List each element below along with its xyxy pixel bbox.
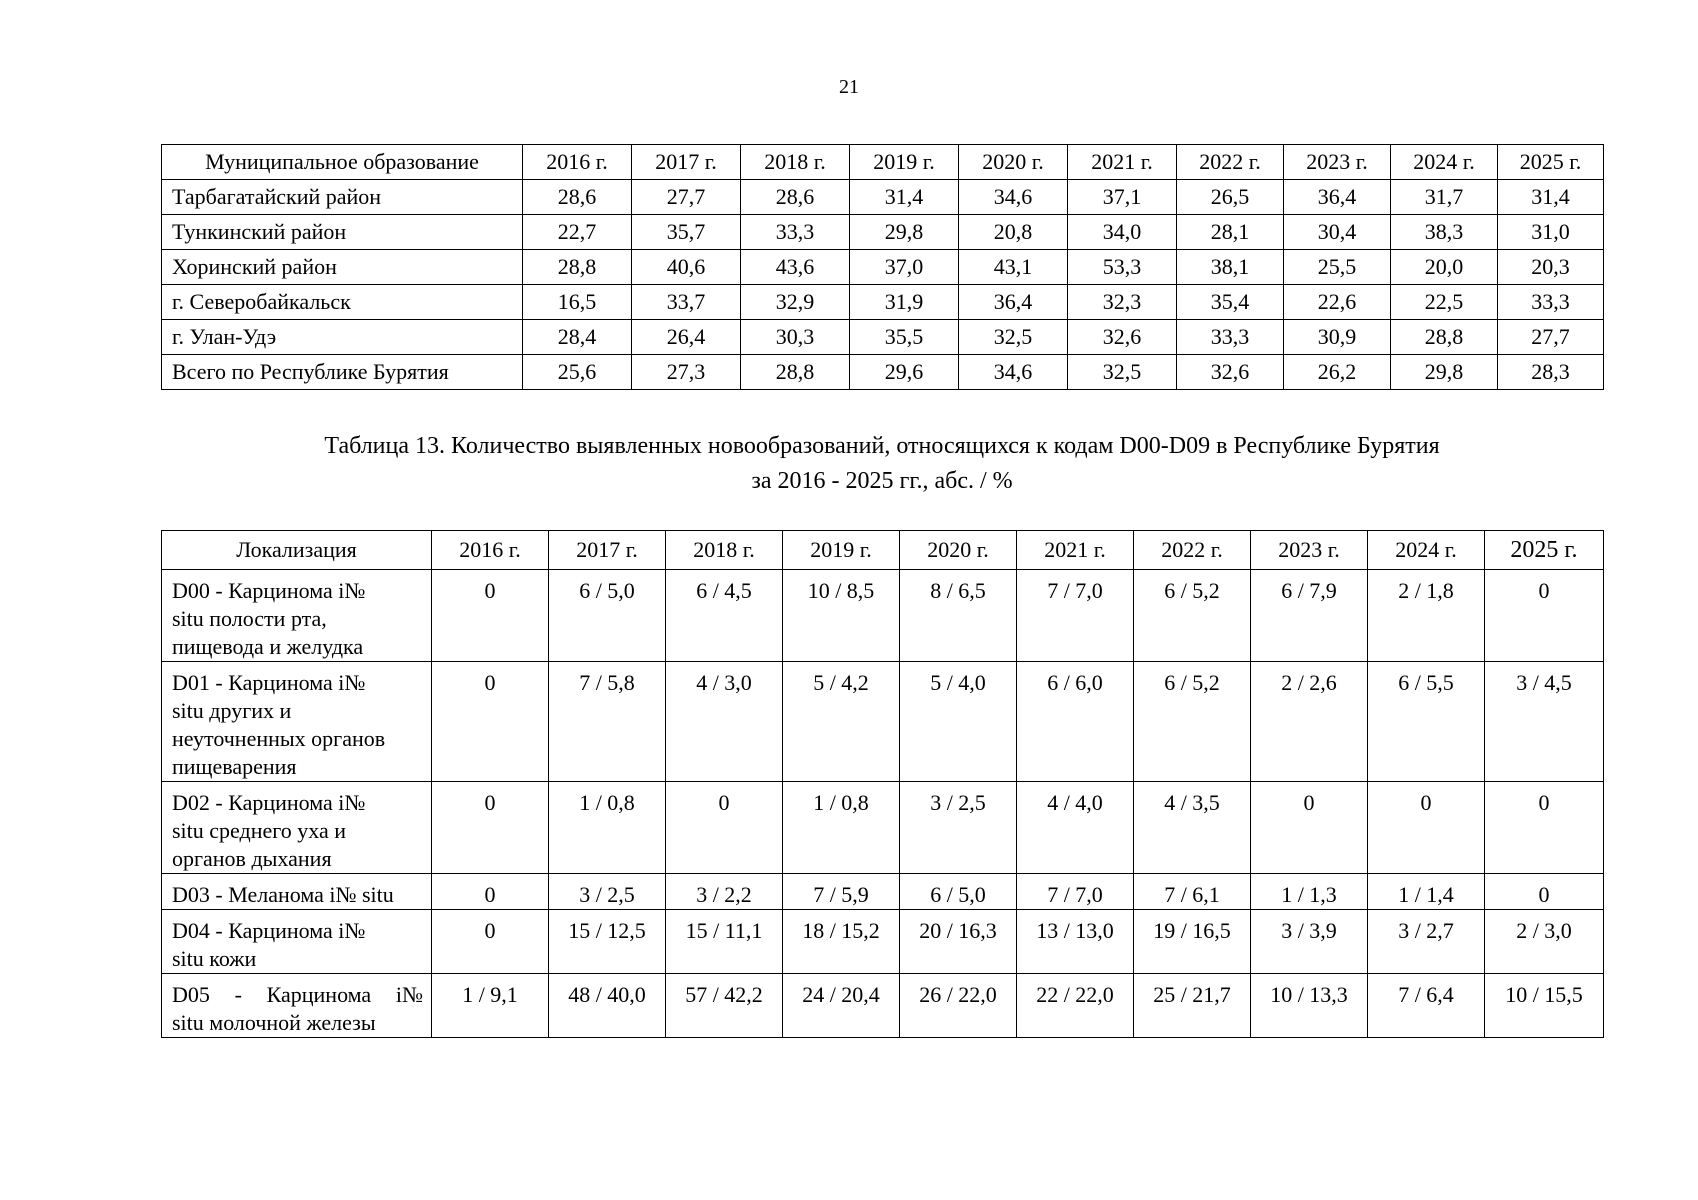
table-cell: 5 / 4,2 bbox=[783, 662, 900, 782]
table-cell: 1 / 1,3 bbox=[1251, 874, 1368, 910]
table-cell: 22,6 bbox=[1284, 285, 1391, 320]
table-cell: 30,3 bbox=[741, 320, 850, 355]
table-row bbox=[162, 874, 1604, 910]
table-cell: 26,4 bbox=[632, 320, 741, 355]
row-label-line: D03 - Меланома і№ situ bbox=[172, 882, 394, 907]
row-label: Хоринский район bbox=[162, 250, 523, 285]
table-cell: 13 / 13,0 bbox=[1017, 910, 1134, 974]
table-cell: 8 / 6,5 bbox=[900, 570, 1017, 662]
table-row bbox=[162, 782, 1604, 874]
row-label-line: D05 - Карцинома і№ bbox=[172, 982, 423, 1007]
table-cell: 35,5 bbox=[850, 320, 959, 355]
table-cell: 34,6 bbox=[959, 180, 1068, 215]
caption-line-1: Таблица 13. Количество выявленных новообразований, относящихся к кодам D00-D09 в Республике Бурятия bbox=[324, 433, 1440, 459]
table-cell: 3 / 2,5 bbox=[549, 874, 666, 910]
row-label-line: D04 - Карцинома і№ bbox=[172, 918, 366, 943]
row-label-line: неуточненных органов bbox=[172, 726, 386, 751]
table-cell: 31,9 bbox=[850, 285, 959, 320]
table-cell: 3 / 3,9 bbox=[1251, 910, 1368, 974]
table-cell: 28,8 bbox=[523, 250, 632, 285]
table-row bbox=[162, 250, 1604, 285]
row-label-line: пищеварения bbox=[172, 754, 297, 779]
table-cell: 0 bbox=[1485, 570, 1604, 662]
table-cell: 7 / 7,0 bbox=[1017, 570, 1134, 662]
table-cell: 0 bbox=[432, 874, 549, 910]
table-row bbox=[162, 662, 1604, 782]
table-cell: 43,1 bbox=[959, 250, 1068, 285]
table-row bbox=[162, 180, 1604, 215]
table-cell: 2 / 2,6 bbox=[1251, 662, 1368, 782]
table-cell: 6 / 5,0 bbox=[549, 570, 666, 662]
column-header: 2019 г. bbox=[783, 531, 900, 570]
table-cell: 15 / 11,1 bbox=[666, 910, 783, 974]
table-cell: 31,4 bbox=[850, 180, 959, 215]
table-cell: 33,3 bbox=[1498, 285, 1604, 320]
table-cell: 4 / 3,5 bbox=[1134, 782, 1251, 874]
table-cell: 7 / 6,4 bbox=[1368, 974, 1485, 1038]
table-cell: 10 / 8,5 bbox=[783, 570, 900, 662]
row-label-line: situ среднего уха и bbox=[172, 818, 346, 843]
table-cell: 32,5 bbox=[1068, 355, 1177, 390]
row-label bbox=[162, 874, 432, 910]
table-cell: 31,0 bbox=[1498, 215, 1604, 250]
table-cell: 15 / 12,5 bbox=[549, 910, 666, 974]
column-header: 2024 г. bbox=[1391, 145, 1498, 180]
row-label-line: D01 - Карцинома і№ bbox=[172, 670, 366, 695]
page-number: 21 bbox=[839, 76, 859, 98]
table-cell: 20 / 16,3 bbox=[900, 910, 1017, 974]
table-cell: 7 / 5,8 bbox=[549, 662, 666, 782]
table-cell: 32,6 bbox=[1177, 355, 1284, 390]
row-label-line: D02 - Карцинома і№ bbox=[172, 790, 366, 815]
table-cell: 18 / 15,2 bbox=[783, 910, 900, 974]
table-cell: 26,2 bbox=[1284, 355, 1391, 390]
table-cell: 32,9 bbox=[741, 285, 850, 320]
table-header-row bbox=[162, 531, 1604, 570]
column-header: 2018 г. bbox=[666, 531, 783, 570]
row-label: Тункинский район bbox=[162, 215, 523, 250]
table-cell: 20,8 bbox=[959, 215, 1068, 250]
table-cell: 0 bbox=[432, 662, 549, 782]
table-cell: 22,5 bbox=[1391, 285, 1498, 320]
table-cell: 0 bbox=[1485, 782, 1604, 874]
table-cell: 33,3 bbox=[741, 215, 850, 250]
column-header: 2025 г. bbox=[1498, 145, 1604, 180]
table-cell: 1 / 9,1 bbox=[432, 974, 549, 1038]
column-header: 2025 г. bbox=[1485, 531, 1604, 570]
table-cell: 28,1 bbox=[1177, 215, 1284, 250]
table-cell: 0 bbox=[432, 782, 549, 874]
column-header: 2016 г. bbox=[432, 531, 549, 570]
table-cell: 38,1 bbox=[1177, 250, 1284, 285]
table-cell: 26 / 22,0 bbox=[900, 974, 1017, 1038]
table-row bbox=[162, 320, 1604, 355]
column-header: 2021 г. bbox=[1017, 531, 1134, 570]
row-label bbox=[162, 974, 432, 1038]
table-cell: 3 / 2,2 bbox=[666, 874, 783, 910]
column-header: Локализация bbox=[162, 531, 432, 570]
table-cell: 28,8 bbox=[741, 355, 850, 390]
table-cell: 57 / 42,2 bbox=[666, 974, 783, 1038]
table-cell: 0 bbox=[1368, 782, 1485, 874]
table-cell: 25 / 21,7 bbox=[1134, 974, 1251, 1038]
row-label bbox=[162, 910, 432, 974]
table-cell: 31,4 bbox=[1498, 180, 1604, 215]
column-header: 2023 г. bbox=[1251, 531, 1368, 570]
column-header: 2016 г. bbox=[523, 145, 632, 180]
table-cell: 30,4 bbox=[1284, 215, 1391, 250]
table-cell: 7 / 5,9 bbox=[783, 874, 900, 910]
table-row bbox=[162, 285, 1604, 320]
table-cell: 48 / 40,0 bbox=[549, 974, 666, 1038]
column-header: 2022 г. bbox=[1134, 531, 1251, 570]
table-cell: 3 / 2,7 bbox=[1368, 910, 1485, 974]
table-cell: 6 / 4,5 bbox=[666, 570, 783, 662]
table-cell: 0 bbox=[432, 910, 549, 974]
table-cell: 0 bbox=[432, 570, 549, 662]
table-cell: 27,3 bbox=[632, 355, 741, 390]
table-cell: 34,0 bbox=[1068, 215, 1177, 250]
table-cell: 34,6 bbox=[959, 355, 1068, 390]
table-cell: 27,7 bbox=[632, 180, 741, 215]
table-cell: 20,3 bbox=[1498, 250, 1604, 285]
row-label: Тарбагатайский район bbox=[162, 180, 523, 215]
table-cell: 43,6 bbox=[741, 250, 850, 285]
table-cell: 40,6 bbox=[632, 250, 741, 285]
table-cell: 31,7 bbox=[1391, 180, 1498, 215]
table-cell: 28,8 bbox=[1391, 320, 1498, 355]
table-cell: 38,3 bbox=[1391, 215, 1498, 250]
row-label-line: D00 - Карцинома і№ bbox=[172, 578, 366, 603]
table-cell: 28,3 bbox=[1498, 355, 1604, 390]
row-label-line: пищевода и желудка bbox=[172, 634, 364, 659]
column-header: 2020 г. bbox=[959, 145, 1068, 180]
table-cell: 24 / 20,4 bbox=[783, 974, 900, 1038]
table-cell: 5 / 4,0 bbox=[900, 662, 1017, 782]
table-cell: 6 / 5,2 bbox=[1134, 662, 1251, 782]
table-cell: 0 bbox=[1485, 874, 1604, 910]
row-label-line: situ полости рта, bbox=[172, 606, 327, 631]
table-cell: 10 / 15,5 bbox=[1485, 974, 1604, 1038]
column-header: 2023 г. bbox=[1284, 145, 1391, 180]
table-row bbox=[162, 570, 1604, 662]
table-cell: 6 / 6,0 bbox=[1017, 662, 1134, 782]
table-cell: 6 / 5,5 bbox=[1368, 662, 1485, 782]
table-cell: 32,5 bbox=[959, 320, 1068, 355]
column-header: Муниципальное образование bbox=[162, 145, 523, 180]
table-cell: 29,8 bbox=[850, 215, 959, 250]
table-cell: 27,7 bbox=[1498, 320, 1604, 355]
table-row bbox=[162, 974, 1604, 1038]
table-cell: 26,5 bbox=[1177, 180, 1284, 215]
table-cell: 22 / 22,0 bbox=[1017, 974, 1134, 1038]
table-cell: 35,4 bbox=[1177, 285, 1284, 320]
row-label bbox=[162, 782, 432, 874]
table-cell: 0 bbox=[666, 782, 783, 874]
table-cell: 32,3 bbox=[1068, 285, 1177, 320]
table-cell: 32,6 bbox=[1068, 320, 1177, 355]
table-cell: 6 / 5,0 bbox=[900, 874, 1017, 910]
table-cell: 25,6 bbox=[523, 355, 632, 390]
table-caption bbox=[161, 429, 1603, 499]
row-label-line: situ молочной железы bbox=[172, 1010, 376, 1035]
municipal-table bbox=[161, 144, 1604, 390]
table-cell: 28,4 bbox=[523, 320, 632, 355]
table-cell: 3 / 4,5 bbox=[1485, 662, 1604, 782]
table-cell: 29,8 bbox=[1391, 355, 1498, 390]
table-cell: 2 / 3,0 bbox=[1485, 910, 1604, 974]
table-cell: 37,0 bbox=[850, 250, 959, 285]
row-label: Всего по Республике Бурятия bbox=[162, 355, 523, 390]
row-label: г. Улан-Удэ bbox=[162, 320, 523, 355]
table-cell: 4 / 3,0 bbox=[666, 662, 783, 782]
table-cell: 33,3 bbox=[1177, 320, 1284, 355]
table-cell: 7 / 6,1 bbox=[1134, 874, 1251, 910]
row-label-line: situ кожи bbox=[172, 946, 257, 971]
table-cell: 0 bbox=[1251, 782, 1368, 874]
table-cell: 16,5 bbox=[523, 285, 632, 320]
table-cell: 22,7 bbox=[523, 215, 632, 250]
caption-line-2: за 2016 - 2025 гг., абс. / % bbox=[751, 468, 1013, 494]
table-cell: 19 / 16,5 bbox=[1134, 910, 1251, 974]
table-cell: 28,6 bbox=[741, 180, 850, 215]
table-row bbox=[162, 355, 1604, 390]
column-header: 2022 г. bbox=[1177, 145, 1284, 180]
table-row bbox=[162, 215, 1604, 250]
table-cell: 6 / 7,9 bbox=[1251, 570, 1368, 662]
table-cell: 2 / 1,8 bbox=[1368, 570, 1485, 662]
table-cell: 53,3 bbox=[1068, 250, 1177, 285]
table-row bbox=[162, 910, 1604, 974]
table-cell: 6 / 5,2 bbox=[1134, 570, 1251, 662]
row-label-line: situ других и bbox=[172, 698, 292, 723]
row-label-line: органов дыхания bbox=[172, 846, 332, 871]
column-header: 2024 г. bbox=[1368, 531, 1485, 570]
column-header: 2020 г. bbox=[900, 531, 1017, 570]
table-cell: 36,4 bbox=[1284, 180, 1391, 215]
table-cell: 25,5 bbox=[1284, 250, 1391, 285]
column-header: 2017 г. bbox=[549, 531, 666, 570]
column-header: 2017 г. bbox=[632, 145, 741, 180]
column-header: 2019 г. bbox=[850, 145, 959, 180]
column-header: 2018 г. bbox=[741, 145, 850, 180]
table-cell: 20,0 bbox=[1391, 250, 1498, 285]
row-label bbox=[162, 662, 432, 782]
column-header: 2021 г. bbox=[1068, 145, 1177, 180]
table-cell: 1 / 0,8 bbox=[549, 782, 666, 874]
table-cell: 35,7 bbox=[632, 215, 741, 250]
table-cell: 1 / 0,8 bbox=[783, 782, 900, 874]
table-cell: 28,6 bbox=[523, 180, 632, 215]
table-cell: 1 / 1,4 bbox=[1368, 874, 1485, 910]
table-cell: 3 / 2,5 bbox=[900, 782, 1017, 874]
row-label bbox=[162, 570, 432, 662]
table-cell: 4 / 4,0 bbox=[1017, 782, 1134, 874]
table-cell: 37,1 bbox=[1068, 180, 1177, 215]
table-cell: 33,7 bbox=[632, 285, 741, 320]
table-cell: 36,4 bbox=[959, 285, 1068, 320]
table-cell: 29,6 bbox=[850, 355, 959, 390]
row-label: г. Северобайкальск bbox=[162, 285, 523, 320]
table-header-row bbox=[162, 145, 1604, 180]
neoplasm-table bbox=[161, 530, 1604, 1038]
table-cell: 30,9 bbox=[1284, 320, 1391, 355]
table-cell: 7 / 7,0 bbox=[1017, 874, 1134, 910]
table-cell: 10 / 13,3 bbox=[1251, 974, 1368, 1038]
